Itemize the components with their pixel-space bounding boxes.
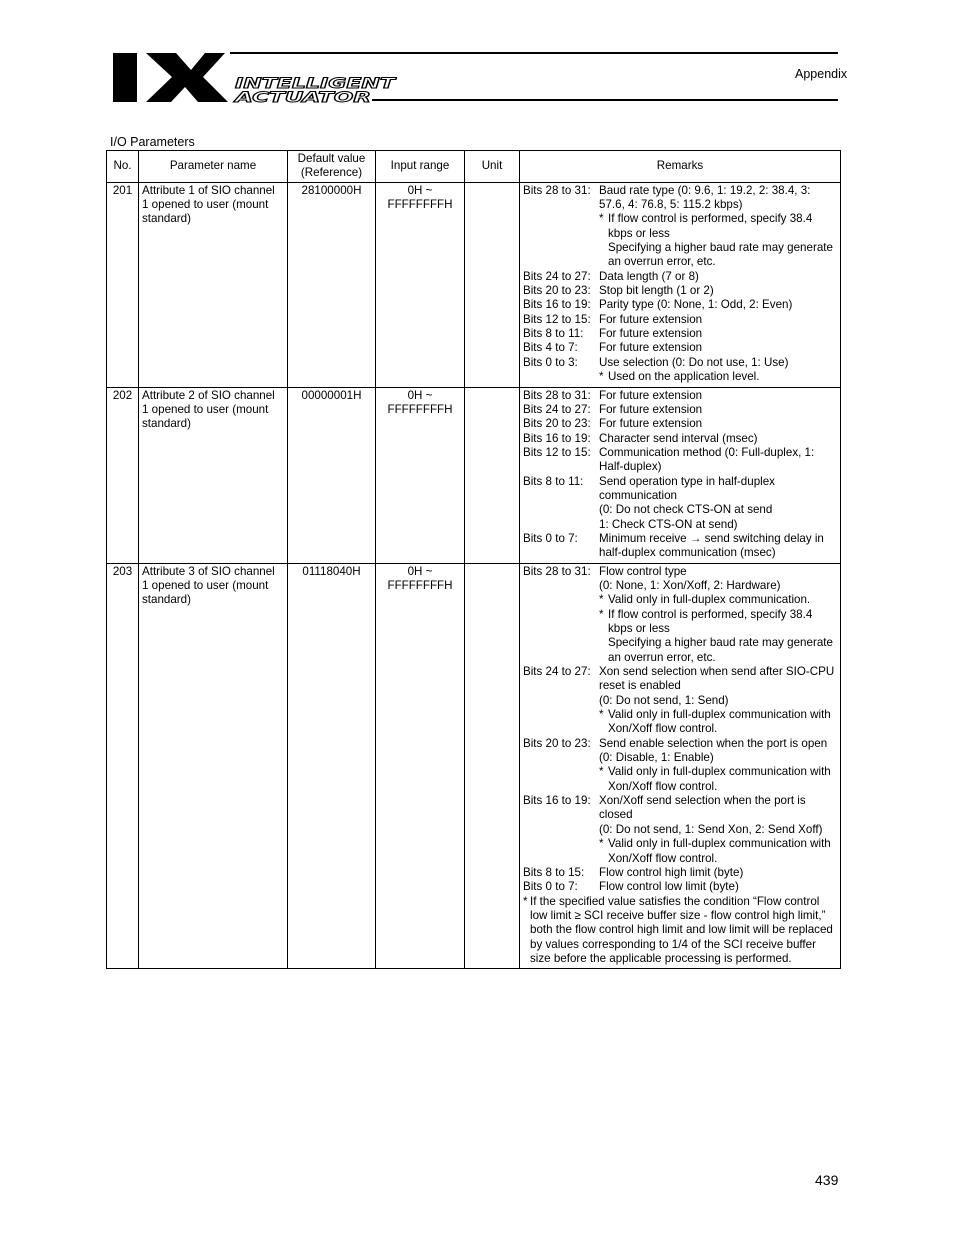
remark-note [523, 636, 837, 665]
remark-continuation: (0: Do not send, 1: Send Xon, 2: Send Xoff) [599, 822, 823, 836]
cell-default-value: 28100000H [288, 182, 376, 387]
note-text: Valid only in full-duplex communication. [608, 593, 811, 607]
bit-description: Baud rate type (0: 9.6, 1: 19.2, 2: 38.4, 3: 57.6, 4: 76.8, 5: 115.2 kbps) [599, 183, 811, 212]
bit-range-label: Bits 0 to 7: [523, 531, 578, 545]
note-marker: * [599, 837, 604, 851]
table-row [107, 387, 841, 563]
cell-parameter-name: Attribute 2 of SIO channel 1 opened to user (mount standard) [139, 387, 288, 563]
bit-description: Use selection (0: Do not use, 1: Use) [599, 355, 789, 369]
col-header-remarks: Remarks [520, 151, 841, 183]
remark-line [523, 866, 837, 880]
cell-unit [465, 387, 520, 563]
note-marker: * [599, 593, 604, 607]
col-header-parameter-name: Parameter name [139, 151, 288, 183]
col-header-unit: Unit [465, 151, 520, 183]
remark-note [523, 593, 837, 607]
bit-description: Stop bit length (1 or 2) [599, 284, 714, 298]
cell-no: 202 [107, 387, 139, 563]
remark-continuation: (0: Disable, 1: Enable) [599, 751, 714, 765]
remark-note [523, 708, 837, 737]
cell-input-range: 0H ~ FFFFFFFFH [376, 182, 465, 387]
header-rule-top [230, 52, 838, 54]
bit-description: Send enable selection when the port is open [599, 736, 828, 750]
bit-description: Communication method (0: Full-duplex, 1: Half-duplex) [599, 445, 815, 474]
remark-note [523, 212, 837, 241]
cell-input-range: 0H ~ FFFFFFFFH [376, 563, 465, 969]
bit-range-label: Bits 24 to 27: [523, 402, 591, 416]
remark-line [523, 737, 837, 751]
cell-remarks [520, 563, 841, 969]
bit-range-label: Bits 8 to 11: [523, 474, 584, 488]
bit-range-label: Bits 20 to 23: [523, 417, 591, 431]
note-text: Used on the application level. [608, 370, 760, 384]
remark-line [523, 389, 837, 403]
cell-no: 203 [107, 563, 139, 969]
cell-input-range: 0H ~ FFFFFFFFH [376, 387, 465, 563]
bit-range-label: Bits 28 to 31: [523, 564, 591, 578]
bit-range-label: Bits 20 to 23: [523, 284, 591, 298]
remark-line [523, 270, 837, 284]
remark-line [523, 356, 837, 370]
bit-range-label: Bits 24 to 27: [523, 665, 591, 679]
remark-line [523, 446, 837, 475]
bit-description: For future extension [599, 402, 703, 416]
note-text: Valid only in full-duplex communication with Xon/Xoff flow control. [608, 765, 831, 793]
remark-footnote [523, 895, 837, 967]
note-marker: * [599, 765, 604, 779]
cell-default-value: 00000001H [288, 387, 376, 563]
remark-line [523, 532, 837, 561]
remark-continuation: (0: Do not check CTS-ON at send [599, 503, 773, 517]
note-marker: * [599, 708, 604, 722]
cell-unit [465, 182, 520, 387]
note-marker: * [599, 370, 604, 384]
bit-description: Flow control type [599, 564, 687, 578]
col-header-input-range: Input range [376, 151, 465, 183]
remark-line [523, 341, 837, 355]
bit-description: For future extension [599, 388, 703, 402]
col-header-no: No. [107, 151, 139, 183]
remark-note [523, 370, 837, 384]
cell-unit [465, 563, 520, 969]
bit-description: Parity type (0: None, 1: Odd, 2: Even) [599, 298, 793, 312]
bit-description: For future extension [599, 417, 703, 431]
logo-i-bar [113, 53, 137, 102]
remark-line [523, 665, 837, 694]
remark-line [523, 284, 837, 298]
logo-text-actuator: ACTUATOR [233, 90, 371, 105]
remark-line [523, 417, 837, 431]
cell-default-value: 01118040H [288, 563, 376, 969]
cell-no: 201 [107, 182, 139, 387]
bit-range-label: Bits 8 to 15: [523, 865, 585, 879]
note-marker: * [523, 894, 528, 908]
remark-line [523, 313, 837, 327]
cell-remarks [520, 182, 841, 387]
cell-parameter-name: Attribute 1 of SIO channel 1 opened to user (mount standard) [139, 182, 288, 387]
remark-continuation: 1: Check CTS-ON at send) [599, 517, 738, 531]
footnote-text: If the specified value satisfies the condition “Flow control low limit ≥ SCI receive buffer size - flow control high limit,” both the flow control high limit and low limit will be replaced by values corresponding to 1/4 of the SCI receive buffer size before the applicable processing is performed. [530, 894, 833, 965]
remark-line [523, 327, 837, 341]
bit-description: Xon/Xoff send selection when the port is closed [599, 794, 806, 822]
cell-parameter-name: Attribute 3 of SIO channel 1 opened to user (mount standard) [139, 563, 288, 969]
col-header-default-value: Default value (Reference) [288, 151, 376, 183]
remark-line [523, 475, 837, 504]
remark-note [523, 765, 837, 794]
bit-range-label: Bits 20 to 23: [523, 736, 591, 750]
table-row [107, 563, 841, 969]
bit-range-label: Bits 4 to 7: [523, 341, 578, 355]
note-marker: * [599, 607, 604, 621]
remark-note [523, 241, 837, 270]
remark-note [523, 837, 837, 866]
remark-line [523, 432, 837, 446]
bit-range-label: Bits 16 to 19: [523, 431, 591, 445]
note-text: Valid only in full-duplex communication with Xon/Xoff flow control. [608, 708, 831, 736]
remark-line [523, 880, 837, 894]
table-header-row [107, 151, 841, 183]
bit-description: Character send interval (msec) [599, 431, 758, 445]
section-title: Appendix [795, 67, 848, 81]
remark-continuation: (0: Do not send, 1: Send) [599, 693, 729, 707]
bit-description: Flow control low limit (byte) [599, 880, 739, 894]
logo-x-mark [146, 53, 228, 102]
bit-range-label: Bits 12 to 15: [523, 312, 591, 326]
bit-range-label: Bits 8 to 11: [523, 327, 584, 341]
bit-description: For future extension [599, 327, 703, 341]
bit-description: For future extension [599, 312, 703, 326]
bit-description: Xon send selection when send after SIO-CPU reset is enabled [599, 665, 835, 693]
bit-range-label: Bits 12 to 15: [523, 445, 591, 459]
remark-line [523, 403, 837, 417]
bit-range-label: Bits 24 to 27: [523, 269, 591, 283]
remark-line [523, 565, 837, 579]
note-marker: * [599, 212, 604, 226]
ix-logo [113, 50, 398, 105]
note-text: Specifying a higher baud rate may generate an overrun error, etc. [608, 241, 833, 269]
bit-description: For future extension [599, 341, 703, 355]
cell-remarks [520, 387, 841, 563]
bit-description: Data length (7 or 8) [599, 269, 699, 283]
remark-line [523, 794, 837, 823]
bit-description: Minimum receive → send switching delay in half-duplex communication (msec) [599, 531, 824, 560]
page-number: 439 [815, 1172, 839, 1188]
note-text: If flow control is performed, specify 38.4 kbps or less [608, 212, 813, 240]
table-row [107, 182, 841, 387]
note-text: Valid only in full-duplex communication with Xon/Xoff flow control. [608, 837, 831, 865]
table-title: I/O Parameters [110, 135, 195, 149]
bit-range-label: Bits 0 to 3: [523, 355, 578, 369]
bit-range-label: Bits 16 to 19: [523, 794, 591, 808]
remark-note [523, 608, 837, 637]
logo-text-intelligent: INTELLIGENT [235, 76, 397, 92]
remark-continuation: (0: None, 1: Xon/Xoff, 2: Hardware) [599, 578, 781, 592]
bit-range-label: Bits 28 to 31: [523, 388, 591, 402]
remark-line [523, 184, 837, 213]
bit-range-label: Bits 16 to 19: [523, 298, 591, 312]
note-text: Specifying a higher baud rate may generate an overrun error, etc. [608, 636, 833, 664]
io-parameters-table [106, 150, 841, 969]
note-text: If flow control is performed, specify 38.4 kbps or less [608, 607, 813, 635]
bit-description: Flow control high limit (byte) [599, 865, 744, 879]
bit-range-label: Bits 0 to 7: [523, 880, 578, 894]
remark-line [523, 298, 837, 312]
header-rule-bottom [372, 99, 838, 101]
bit-range-label: Bits 28 to 31: [523, 183, 591, 197]
bit-description: Send operation type in half-duplex communication [599, 474, 775, 502]
